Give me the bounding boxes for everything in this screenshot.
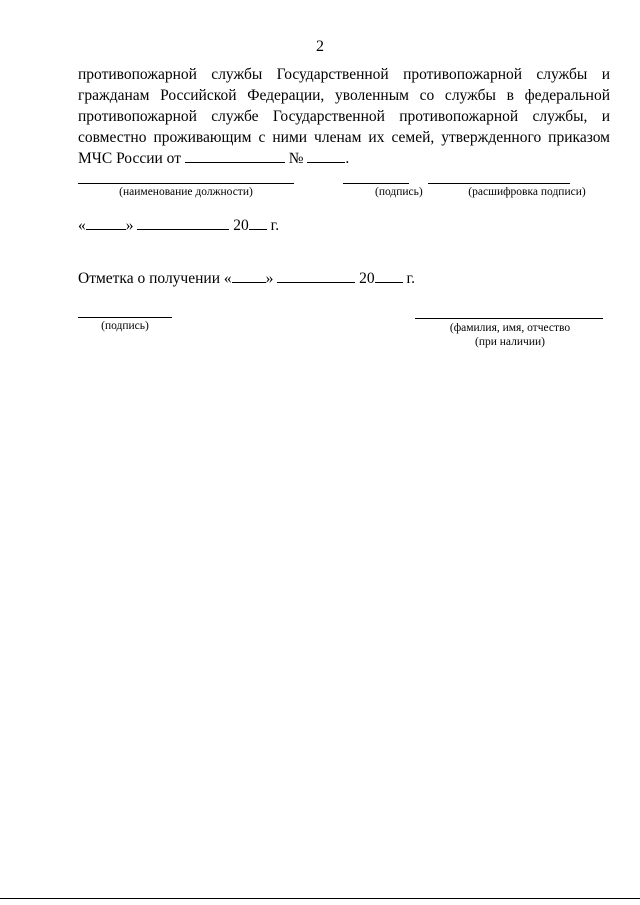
receipt-name-caption-2: (при наличии) (475, 336, 545, 348)
position-caption: (наименование должности) (119, 186, 253, 198)
order-date-prefix: МЧС России от (78, 150, 181, 167)
receipt-year-blank (375, 268, 403, 283)
body-paragraph (78, 64, 610, 169)
year-suffix: г. (270, 217, 280, 234)
date-row (78, 215, 279, 235)
date-close-quote: » (125, 217, 134, 234)
receipt-year-suffix: г. (406, 270, 415, 287)
receipt-signature-line (78, 317, 172, 318)
receipt-row (78, 268, 415, 288)
paragraph-line-1: противопожарной службы Государственной противопожарной службы и (78, 66, 610, 83)
year-prefix: 20 (233, 217, 249, 234)
receipt-name-line (415, 318, 603, 319)
receipt-month-blank (277, 268, 355, 283)
signature-line (343, 183, 409, 184)
year-blank (249, 215, 267, 230)
period: . (345, 150, 350, 167)
paragraph-line-5 (78, 148, 610, 169)
paragraph-line-4: совместно проживающим с ними членам их семей, утвержденного приказом (78, 129, 610, 146)
receipt-signature-caption: (подпись) (101, 320, 149, 332)
month-blank (137, 215, 229, 230)
bottom-rule (0, 898, 640, 899)
paragraph-line-3: противопожарной службе Государственной противопожарной службы, и (78, 108, 610, 125)
order-number-blank (307, 148, 345, 163)
signature-caption: (подпись) (375, 186, 423, 198)
number-sign: № (288, 150, 304, 167)
page-number: 2 (316, 38, 324, 55)
decode-line (428, 183, 570, 184)
receipt-name-caption-1: (фамилия, имя, отчество (449, 322, 571, 334)
decode-caption: (расшифровка подписи) (468, 186, 586, 198)
date-open-quote: « (78, 217, 86, 234)
order-date-blank (185, 148, 285, 163)
day-blank (86, 215, 126, 230)
paragraph-line-2: гражданам Российской Федерации, уволенным со службы в федеральной (78, 87, 610, 104)
receipt-label: Отметка о получении « (78, 270, 232, 287)
receipt-year-prefix: 20 (359, 270, 375, 287)
receipt-day-blank (232, 268, 266, 283)
receipt-close-quote: » (265, 270, 274, 287)
position-line (78, 183, 294, 184)
